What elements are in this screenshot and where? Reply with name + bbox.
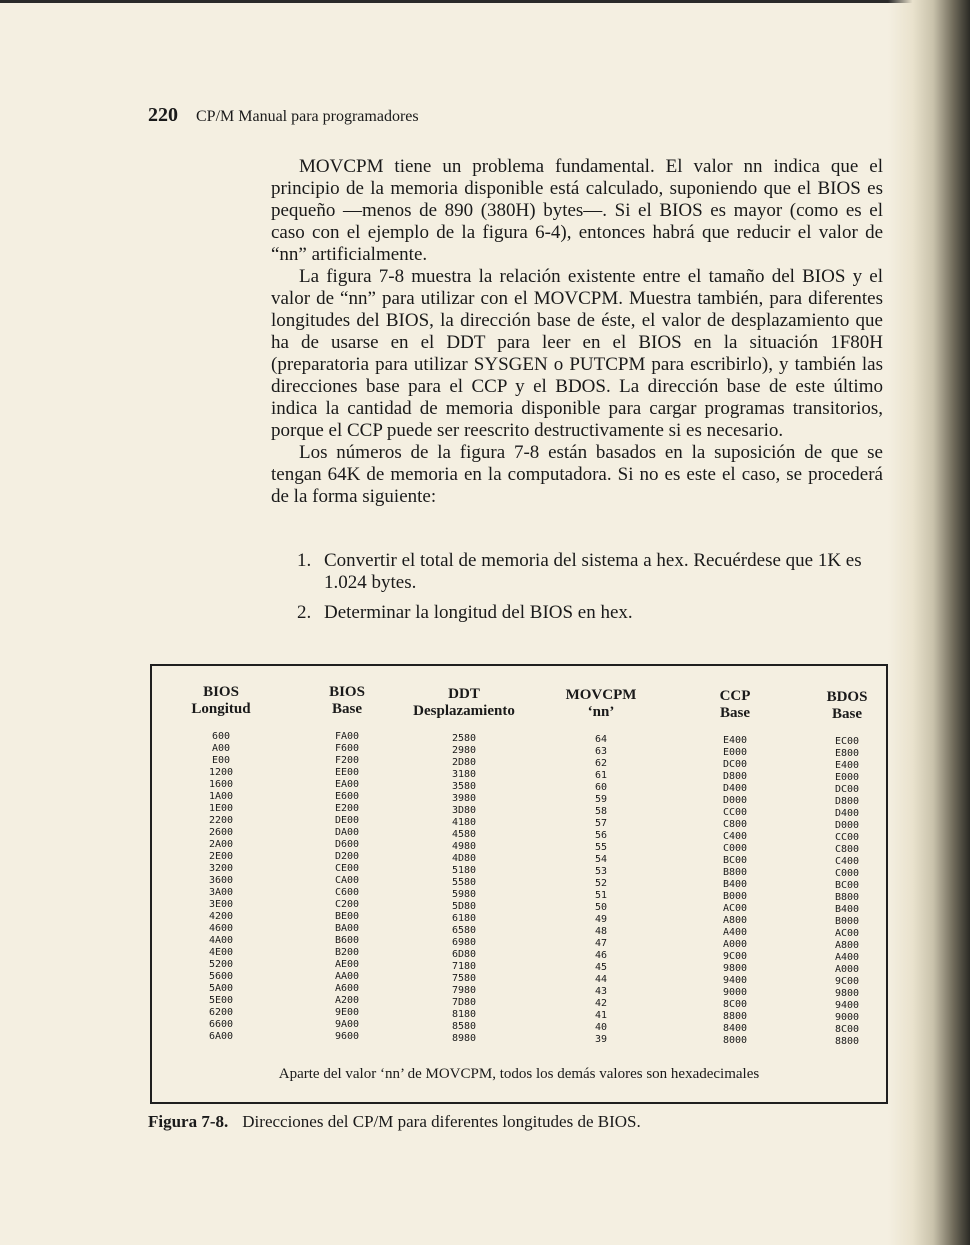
table-cell: E00: [211, 755, 231, 766]
table-cell: 2600: [208, 827, 234, 838]
table-cell: 8800: [722, 1011, 748, 1022]
table-cell: 1200: [208, 767, 234, 778]
table-cell: 4E00: [208, 947, 234, 958]
table-cell: F600: [334, 743, 360, 754]
table-cell: B800: [834, 892, 860, 903]
table-cell: 2980: [451, 745, 477, 756]
table-cell: 8580: [451, 1021, 477, 1032]
table-cell: C800: [722, 819, 748, 830]
table-cell: 9400: [834, 1000, 860, 1011]
table-cell: B400: [722, 879, 748, 890]
table-cell: B000: [834, 916, 860, 927]
table-cell: C800: [834, 844, 860, 855]
table-cell: 7980: [451, 985, 477, 996]
table-cell: 51: [594, 890, 608, 901]
step-number: 1.: [297, 550, 312, 571]
column-header-line1: BDOS: [826, 689, 868, 705]
table-cell: CA00: [334, 875, 360, 886]
table-cell: 600: [211, 731, 231, 742]
table-cell: 9000: [834, 1012, 860, 1023]
running-title: CP/M Manual para programadores: [196, 108, 419, 125]
table-cell: 58: [594, 806, 608, 817]
table-cell: 7580: [451, 973, 477, 984]
table-column: [531, 687, 671, 1046]
table-cell: 3200: [208, 863, 234, 874]
table-cell: 6200: [208, 1007, 234, 1018]
column-header-line1: CCP: [719, 688, 751, 704]
table-cell: 7D80: [451, 997, 477, 1008]
table-cell: 6D80: [451, 949, 477, 960]
table-cell: A00: [211, 743, 231, 754]
table-cell: A200: [334, 995, 360, 1006]
table-cell: A600: [334, 983, 360, 994]
table-cell: A400: [722, 927, 748, 938]
table-cell: 8180: [451, 1009, 477, 1020]
column-header: [151, 684, 291, 720]
table-cell: 3D80: [451, 805, 477, 816]
table-cell: 64: [594, 734, 608, 745]
page-number: 220: [148, 104, 178, 126]
table-cell: 8000: [722, 1035, 748, 1046]
table-cell: 62: [594, 758, 608, 769]
table-cell: A400: [834, 952, 860, 963]
column-header-line1: MOVCPM: [565, 687, 637, 703]
table-cell: 6980: [451, 937, 477, 948]
table-cell: CE00: [334, 863, 360, 874]
table-cell: 48: [594, 926, 608, 937]
table-cell: A000: [722, 939, 748, 950]
table-cell: 5980: [451, 889, 477, 900]
table-cell: 8400: [722, 1023, 748, 1034]
page-header: [148, 104, 419, 127]
table-cell: 5180: [451, 865, 477, 876]
table-cell: 9A00: [334, 1019, 360, 1030]
table-cell: 44: [594, 974, 608, 985]
table-cell: 5600: [208, 971, 234, 982]
list-item: [297, 550, 887, 594]
table-cell: 4980: [451, 841, 477, 852]
table-cell: 54: [594, 854, 608, 865]
table-cell: BC00: [834, 880, 860, 891]
table-cell: 5200: [208, 959, 234, 970]
table-cell: 50: [594, 902, 608, 913]
numbered-steps: [297, 550, 887, 632]
table-cell: 5A00: [208, 983, 234, 994]
table-cell: 61: [594, 770, 608, 781]
table-cell: 40: [594, 1022, 608, 1033]
table-cell: A800: [722, 915, 748, 926]
table-cell: 7180: [451, 961, 477, 972]
table-cell: 55: [594, 842, 608, 853]
column-header-line2: Base: [832, 706, 862, 722]
column-values: [151, 731, 291, 1043]
table-cell: 6580: [451, 925, 477, 936]
table-cell: D600: [334, 839, 360, 850]
table-cell: DC00: [722, 759, 748, 770]
table-cell: 9400: [722, 975, 748, 986]
table-cell: 57: [594, 818, 608, 829]
table-column: [394, 686, 534, 1045]
table-cell: DC00: [834, 784, 860, 795]
table-cell: F200: [334, 755, 360, 766]
figure-table: [150, 664, 888, 1104]
table-cell: E000: [834, 772, 860, 783]
table-cell: 60: [594, 782, 608, 793]
scan-top-edge: [0, 0, 970, 3]
column-header-line1: DDT: [448, 686, 480, 702]
table-cell: CC00: [834, 832, 860, 843]
table-cell: EE00: [334, 767, 360, 778]
table-cell: B000: [722, 891, 748, 902]
table-cell: 2E00: [208, 851, 234, 862]
table-cell: 9000: [722, 987, 748, 998]
paragraph-1: MOVCPM tiene un problema fundamental. El valor nn indica que el principio de la memoria disponible está calculado, suponiendo que el BIOS es pequeño —menos de 890 (380H) bytes—. Si el BIOS es mayor (como es el caso con el ejemplo de la figura 6-4), entonces habrá que reducir el valor de “nn” artificialmente.: [271, 156, 883, 265]
table-cell: AA00: [334, 971, 360, 982]
table-cell: 6600: [208, 1019, 234, 1030]
column-header-line2: Desplazamiento: [413, 703, 515, 719]
table-cell: DA00: [334, 827, 360, 838]
table-cell: 4A00: [208, 935, 234, 946]
table-cell: 52: [594, 878, 608, 889]
column-header-line2: Base: [332, 701, 362, 717]
paragraph-2: La figura 7-8 muestra la relación existente entre el tamaño del BIOS y el valor de “nn” para utilizar con el MOVCPM. Muestra también, para diferentes longitudes del BIOS, la dirección base de éste, el valor de desplazamiento que ha de usarse en el DDT para leer en el BIOS en la situación 1F80H (preparatoria para utilizar SYSGEN o PUTCPM para escribirlo), y también las direcciones base para el CCP y el BDOS. La dirección base de este último indica la cantidad de memoria disponible para cargar programas transitorios, porque el CCP puede ser reescrito destructivamente si es necesario.: [271, 266, 883, 441]
body-text: [271, 156, 883, 508]
table-cell: 53: [594, 866, 608, 877]
table-cell: 1600: [208, 779, 234, 790]
table-cell: D000: [722, 795, 748, 806]
table-cell: B400: [834, 904, 860, 915]
table-cell: 4580: [451, 829, 477, 840]
table-cell: E400: [722, 735, 748, 746]
table-cell: C600: [334, 887, 360, 898]
column-header: [531, 687, 671, 723]
table-cell: 4200: [208, 911, 234, 922]
table-cell: A000: [834, 964, 860, 975]
column-header-line2: Longitud: [191, 701, 251, 717]
table-cell: C000: [834, 868, 860, 879]
column-values: [394, 733, 534, 1045]
table-cell: 45: [594, 962, 608, 973]
table-cell: E800: [834, 748, 860, 759]
table-cell: E400: [834, 760, 860, 771]
table-cell: D400: [834, 808, 860, 819]
table-cell: EC00: [834, 736, 860, 747]
table-cell: 3600: [208, 875, 234, 886]
table-cell: BE00: [334, 911, 360, 922]
table-cell: 9800: [722, 963, 748, 974]
table-cell: 5580: [451, 877, 477, 888]
book-spine-shadow: [888, 0, 970, 1245]
table-cell: AC00: [722, 903, 748, 914]
table-cell: 41: [594, 1010, 608, 1021]
table-note: Aparte del valor ‘nn’ de MOVCPM, todos los demás valores son hexadecimales: [278, 1066, 760, 1082]
table-cell: 3E00: [208, 899, 234, 910]
column-header-line1: BIOS: [329, 684, 365, 700]
table-cell: C400: [834, 856, 860, 867]
table-cell: 4180: [451, 817, 477, 828]
table-cell: C400: [722, 831, 748, 842]
table-cell: E000: [722, 747, 748, 758]
table-cell: D400: [722, 783, 748, 794]
table-cell: E200: [334, 803, 360, 814]
table-cell: 63: [594, 746, 608, 757]
figure-caption: [148, 1112, 641, 1132]
table-cell: 46: [594, 950, 608, 961]
table-cell: 42: [594, 998, 608, 1009]
table-cell: 4600: [208, 923, 234, 934]
column-header-line1: BIOS: [203, 684, 239, 700]
table-cell: 8980: [451, 1033, 477, 1044]
table-cell: 3A00: [208, 887, 234, 898]
table-cell: 6180: [451, 913, 477, 924]
table-cell: B800: [722, 867, 748, 878]
table-cell: 39: [594, 1034, 608, 1045]
table-cell: BA00: [334, 923, 360, 934]
table-cell: 2D80: [451, 757, 477, 768]
table-cell: 43: [594, 986, 608, 997]
table-cell: 49: [594, 914, 608, 925]
table-cell: C200: [334, 899, 360, 910]
table-cell: 8C00: [722, 999, 748, 1010]
table-cell: 3980: [451, 793, 477, 804]
caption-text: Direcciones del CP/M para diferentes longitudes de BIOS.: [242, 1112, 641, 1131]
table-cell: FA00: [334, 731, 360, 742]
table-cell: 3580: [451, 781, 477, 792]
table-cell: DE00: [334, 815, 360, 826]
table-cell: 4D80: [451, 853, 477, 864]
table-cell: D000: [834, 820, 860, 831]
table-cell: A800: [834, 940, 860, 951]
table-cell: C000: [722, 843, 748, 854]
table-cell: E600: [334, 791, 360, 802]
table-cell: AC00: [834, 928, 860, 939]
table-cell: 5D80: [451, 901, 477, 912]
column-header: [394, 686, 534, 722]
table-cell: 47: [594, 938, 608, 949]
table-cell: 1E00: [208, 803, 234, 814]
table-cell: 9C00: [722, 951, 748, 962]
table-cell: 9E00: [334, 1007, 360, 1018]
table-cell: B200: [334, 947, 360, 958]
table-cell: BC00: [722, 855, 748, 866]
list-item: [297, 602, 887, 624]
table-cell: 59: [594, 794, 608, 805]
table-column: [151, 684, 291, 1043]
table-cell: 3180: [451, 769, 477, 780]
caption-label: Figura 7-8.: [148, 1112, 229, 1131]
column-values: [531, 734, 671, 1046]
table-cell: CC00: [722, 807, 748, 818]
table-cell: 1A00: [208, 791, 234, 802]
table-cell: 5E00: [208, 995, 234, 1006]
table-cell: 9C00: [834, 976, 860, 987]
paragraph-3: Los números de la figura 7-8 están basados en la suposición de que se tengan 64K de memoria en la computadora. Si no es este el caso, se procederá de la forma siguiente:: [271, 442, 883, 507]
table-cell: 6A00: [208, 1031, 234, 1042]
column-header-line2: ‘nn’: [587, 704, 615, 720]
table-cell: 8800: [834, 1036, 860, 1047]
table-cell: 2A00: [208, 839, 234, 850]
table-cell: B600: [334, 935, 360, 946]
step-text: Determinar la longitud del BIOS en hex.: [324, 602, 633, 623]
step-text: Convertir el total de memoria del sistema a hex. Recuérdese que 1K es 1.024 bytes.: [324, 550, 862, 593]
table-cell: 2200: [208, 815, 234, 826]
table-cell: D200: [334, 851, 360, 862]
column-header-line2: Base: [720, 705, 750, 721]
table-cell: 56: [594, 830, 608, 841]
table-cell: 2580: [451, 733, 477, 744]
table-cell: D800: [834, 796, 860, 807]
table-cell: AE00: [334, 959, 360, 970]
table-cell: 9800: [834, 988, 860, 999]
table-cell: 8C00: [834, 1024, 860, 1035]
step-number: 2.: [297, 602, 312, 623]
table-cell: 9600: [334, 1031, 360, 1042]
table-cell: D800: [722, 771, 748, 782]
table-cell: EA00: [334, 779, 360, 790]
